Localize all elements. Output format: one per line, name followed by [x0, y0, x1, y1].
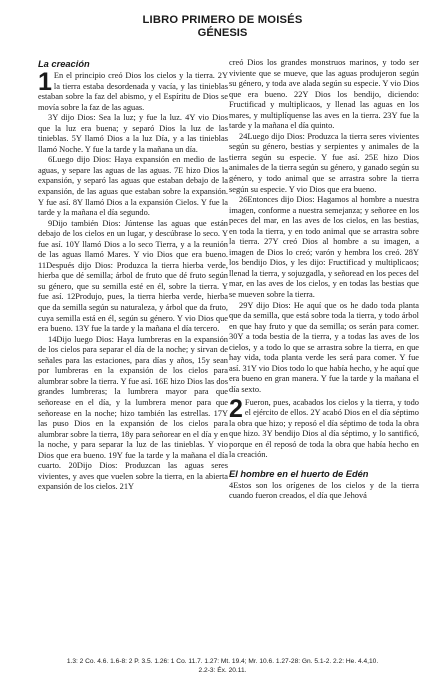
- paragraph: creó Dios los grandes monstruos marinos, y todo ser viviente que se mueve, que las aguas produjeron según su género, y toda ave alada según su especie. Y vio Dios que era bueno. 22Y Dios los bendijo, diciendo: Fructificad y multiplicaos, y llenad las aguas en los mares, y multiplíquense las aves en la tierra. 23Y fue la tarde y la mañana el día quinto.: [229, 58, 419, 131]
- right-column: [229, 58, 419, 502]
- footnotes-line: 1.3: 2 Co. 4.6. 1.6-8: 2 P. 3.5. 1.26: 1 Co. 11.7. 1.27: Mt. 19.4; Mr. 10.6. 1.27-28: Gn. 5.1-2. 2.2: He. 4.4,10.: [66, 658, 379, 665]
- book-title: LIBRO PRIMERO DE MOISÉS: [142, 14, 303, 26]
- paragraph: Fueron, pues, acabados los cielos y la tierra, y todo el ejército de ellos. 2Y acabó Dios en el día séptimo la obra que hizo; y reposó el día séptimo de toda la obra que hizo. 3Y bendijo Dios al día séptimo, y lo santificó, porque en él reposó de toda la obra que había hecho en la creación.: [229, 397, 419, 460]
- paragraph: 14Dijo luego Dios: Haya lumbreras en la expansión de los cielos para separar el día de la noche; y sirvan de señales para las estaciones, para días y años, 15y sean por lumbreras en la expansión de los cielos para alumbrar sobre la tierra. Y fue así. 16E hizo Dios las dos grandes lumbreras; la lumbrera mayor para que señorease en el día, y la lumbrera menor para que señorease en la noche; hizo también las estrellas. 17Y las puso Dios en la expansión de los cielos para alumbrar sobre la tierra, 18y para señorear en el día y en la noche, y para separar la luz de las tinieblas. Y vio Dios que era bueno. 19Y fue la tarde y la mañana el día cuarto. 20Dijo Dios: Produzcan las aguas seres vivientes, y aves que vuelen sobre la tierra, en la abierta expansión de los cielos. 21Y: [38, 334, 228, 492]
- paragraph: 4Estos son los orígenes de los cielos y de la tierra cuando fueron creados, el día que Jehová: [229, 480, 419, 501]
- section-title-eden: El hombre en el huerto de Edén: [229, 468, 369, 479]
- footnotes-line: 2.2-3: Éx. 20.11.: [198, 667, 247, 674]
- chapter-number-2: 2: [229, 394, 243, 423]
- book-name: GÉNESIS: [197, 27, 248, 39]
- left-column: [38, 58, 228, 493]
- paragraph: 26Entonces dijo Dios: Hagamos al hombre a nuestra imagen, conforme a nuestra semejanza; y señoree en los peces del mar, en las aves de los cielos, en las bestias, en toda la tierra, y en todo animal que se arrastra sobre la tierra. 27Y creó Dios al hombre a su imagen, a imagen de Dios lo creó; varón y hembra los creó. 28Y los bendijo Dios, y les dijo: Fructificad y multiplicaos; llenad la tierra, y sojuzgadla, y señoread en los peces del mar, en las aves de los cielos, y en todas las bestias que se mueven sobre la tierra.: [229, 195, 419, 300]
- paragraph: 9Dijo también Dios: Júntense las aguas que están debajo de los cielos en un lugar, y descúbrase lo seco. Y fue así. 10Y llamó Dios a lo seco Tierra, y a la reunión de las aguas llamó Mares. Y vio Dios que era bueno. 11Después dijo Dios: Produzca la tierra hierba verde, hierba que dé semilla; árbol de fruto que dé fruto según su género, que su semilla esté en él, sobre la tierra. Y fue así. 12Produjo, pues, la tierra hierba verde, hierba que da semilla según su naturaleza, y árbol que da fruto, cuya semilla está en él, según su género. Y vio Dios que era bueno. 13Y fue la tarde y la mañana el día tercero.: [38, 218, 228, 334]
- paragraph: 29Y dijo Dios: He aquí que os he dado toda planta que da semilla, que está sobre toda la tierra, y todo árbol en que hay fruto y que da semilla; os serán para comer. 30Y a toda bestia de la tierra, y a todas las aves de los cielos, y a todo lo que se arrastra sobre la tierra, en que hay vida, toda planta verde les será para comer. Y fue así. 31Y vio Dios todo lo que había hecho, y he aquí que era bueno en gran manera. Y fue la tarde y la mañana el día sexto.: [229, 300, 419, 394]
- paragraph: 24Luego dijo Dios: Produzca la tierra seres vivientes según su género, bestias y serpientes y animales de la tierra según su especie. Y fue así. 25E hizo Dios animales de la tierra según su género, y ganado según su género, y todo animal que se arrastra sobre la tierra según su especie. Y vio Dios que era bueno.: [229, 131, 419, 194]
- paragraph: 6Luego dijo Dios: Haya expansión en medio de las aguas, y separe las aguas de las aguas. 7E hizo Dios la expansión, y separó las aguas que estaban debajo de la expansión, de las aguas que estaban sobre la expansión. Y fue así. 8Y llamó Dios a la expansión Cielos. Y fue la tarde y la mañana el día segundo.: [38, 155, 228, 218]
- paragraph: En el principio creó Dios los cielos y la tierra. 2Y la tierra estaba desordenada y vacía, y las tinieblas estaban sobre la faz del abismo, y el Espíritu de Dios se movía sobre la faz de las aguas.: [38, 71, 228, 112]
- paragraph: 3Y dijo Dios: Sea la luz; y fue la luz. 4Y vio Dios que la luz era buena; y separó Dios la luz de las tinieblas. 5Y llamó Dios a la luz Día, y a las tinieblas llamó Noche. Y fue la tarde y la mañana un día.: [38, 113, 228, 154]
- chapter-number-1: 1: [38, 68, 52, 96]
- page-header: [0, 13, 445, 40]
- section-title-creation: La creación: [38, 59, 90, 69]
